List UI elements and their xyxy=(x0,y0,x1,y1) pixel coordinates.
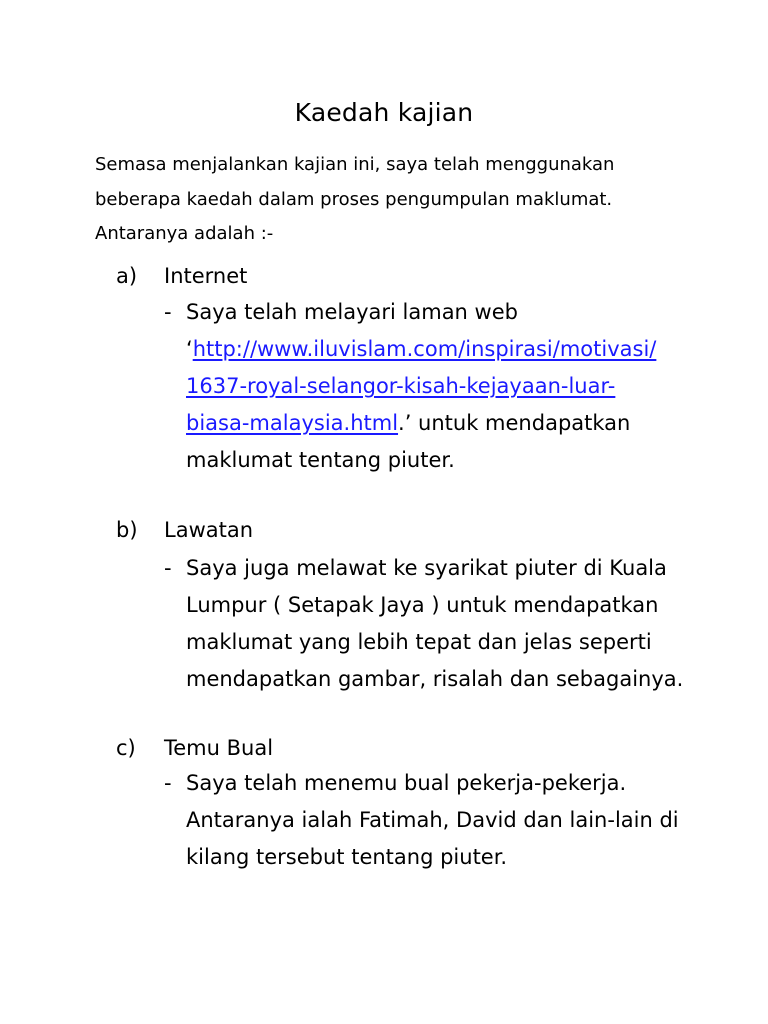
section-heading: Internet xyxy=(164,264,248,288)
section-text-line: Saya telah melayari laman web xyxy=(186,300,518,324)
section-text-line: mendapatkan gambar, risalah dan sebagainya. xyxy=(186,667,684,691)
section-text-line: Antaranya ialah Fatimah, David dan lain-lain di xyxy=(186,808,679,832)
section-text-line: Saya telah menemu bual pekerja-pekerja. xyxy=(186,771,627,795)
section-heading: Temu Bual xyxy=(164,736,274,760)
website-link[interactable]: 1637-royal-selangor-kisah-kejayaan-luar- xyxy=(186,374,616,398)
section-link-line xyxy=(186,405,630,441)
section-text-line: Lumpur ( Setapak Jaya ) untuk mendapatkan xyxy=(186,593,659,617)
section-text: .’ untuk mendapatkan xyxy=(398,411,631,435)
list-marker: a) xyxy=(116,264,138,288)
section-text-line: maklumat yang lebih tepat dan jelas seperti xyxy=(186,630,652,654)
bullet-dash: - xyxy=(164,300,172,324)
intro-line: beberapa kaedah dalam proses pengumpulan maklumat. xyxy=(95,188,613,210)
section-link-line xyxy=(186,331,656,367)
section-link-line xyxy=(186,368,615,404)
website-link[interactable]: http://www.iluvislam.com/inspirasi/motivasi/ xyxy=(192,337,657,361)
intro-line: Semasa menjalankan kajian ini, saya telah menggunakan xyxy=(95,154,615,175)
page-title: Kaedah kajian xyxy=(294,98,474,127)
website-link[interactable]: biasa-malaysia.html xyxy=(186,411,399,435)
section-text-line: kilang tersebut tentang piuter. xyxy=(186,845,508,869)
section-text-line: maklumat tentang piuter. xyxy=(186,448,455,472)
intro-line: Antaranya adalah :- xyxy=(95,223,274,244)
intro-paragraph xyxy=(95,148,695,252)
bullet-dash: - xyxy=(164,556,172,580)
section-heading: Lawatan xyxy=(164,518,254,542)
list-marker: b) xyxy=(116,518,138,542)
open-quote: ‘ xyxy=(186,337,193,361)
list-marker: c) xyxy=(116,736,136,760)
bullet-dash: - xyxy=(164,771,172,795)
section-text-line: Saya juga melawat ke syarikat piuter di Kuala xyxy=(186,556,667,580)
